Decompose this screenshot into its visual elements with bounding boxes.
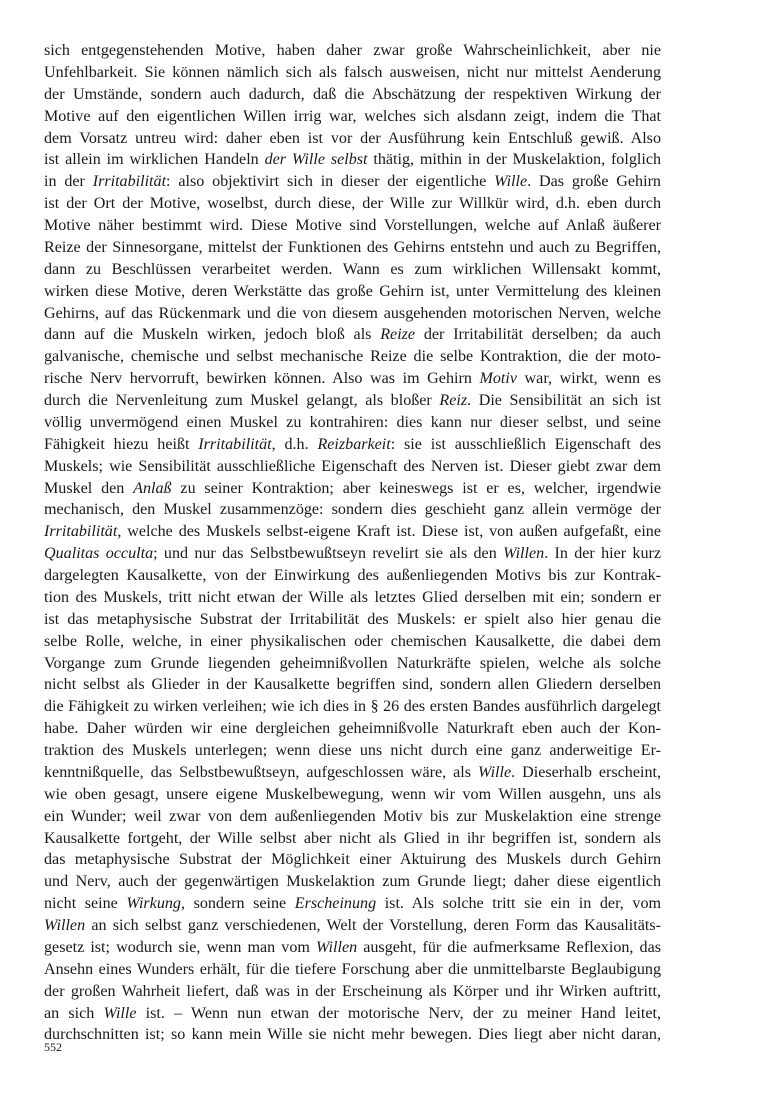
text-line (44, 762, 661, 784)
italic-text: Irritabilität (92, 173, 167, 191)
italic-text: Willen (503, 545, 545, 563)
italic-text: der Wille selbst (264, 151, 368, 169)
text-line (44, 609, 661, 631)
text-segment: wie oben gesagt, unsere eigene Muskelbewegung, wenn wir vom Willen ausgehn, uns als (44, 785, 661, 803)
text-line (44, 84, 661, 106)
text-segment: zu seiner Kontraktion; aber keineswegs ist er es, welcher, irgendwie (171, 479, 661, 497)
text-segment: völlig unvermögend einen Muskel zu kontrahiren: dies kann nur dieser selbst, und seine (44, 413, 661, 431)
text-segment: der großen Wahrheit liefert, daß was in der Erscheinung als Körper und ihr Wirken auftritt, (44, 982, 661, 1000)
text-segment: ist. Als solche tritt sie ein in der, vom (376, 895, 662, 913)
text-segment: gesetz ist; wodurch sie, wenn man vom (44, 938, 317, 956)
text-segment: ausgeht, für die aufmerksame Reflexion, das (357, 938, 661, 956)
text-line (44, 171, 661, 193)
text-segment: Muskel den (44, 479, 134, 497)
text-line (44, 40, 661, 62)
italic-text: Motiv (479, 370, 517, 388)
text-line (44, 937, 661, 959)
text-segment: an sich selbst ganz verschiedenen, Welt der Vorstellung, deren Form das Kausalitäts- (85, 917, 661, 934)
italic-text: Reizbarkeit (317, 435, 391, 453)
text-segment: mechanisch, den Muskel zusammenzöge: sondern dies geschieht ganz allein vermöge der (44, 501, 661, 519)
text-line (44, 128, 661, 150)
text-segment: Motive näher bestimmt wird. Diese Motive sind Vorstellungen, welche auf Anlaß äußerer (44, 217, 661, 234)
text-line (44, 346, 661, 368)
italic-text: Wille (478, 763, 512, 781)
text-line (44, 521, 661, 543)
text-segment: galvanische, chemische und selbst mechanische Reize die selbe Kontraktion, die der moto- (44, 348, 661, 366)
text-line (44, 324, 661, 346)
text-segment: der Umstände, sondern auch dadurch, daß die Abschätzung der respektiven Wirkung der (44, 85, 661, 103)
text-segment: . Dieserhalb erscheint, (511, 763, 661, 781)
text-line (44, 893, 661, 915)
text-line (44, 653, 661, 675)
italic-text: Wirkung (126, 895, 181, 913)
text-segment: durch die Nervenleitung zum Muskel gelangt, als bloßer (44, 392, 440, 409)
text-segment: . In der hier kurz (544, 545, 661, 563)
text-line (44, 193, 661, 215)
text-line (44, 106, 661, 128)
italic-text: Wille (103, 1004, 137, 1022)
text-line (44, 1024, 661, 1046)
text-line (44, 237, 661, 259)
italic-text: Reize (380, 326, 416, 344)
text-segment: Muskels; wie Sensibilität ausschließliche Eigenschaft des Nerven ist. Dieser giebt zwar dem (44, 457, 661, 475)
text-segment: ; und nur das Selbstbewußtseyn revelirt sie als den (153, 545, 504, 563)
text-segment: dem Vorsatz untreu wird: daher eben ist vor der Ausführung kein Entschluß gewiß. Also (44, 129, 661, 147)
text-line (44, 871, 661, 893)
body-text (44, 40, 661, 1046)
text-segment: war, wirkt, wenn es (516, 370, 662, 388)
text-segment: . Das große Gehirn (527, 173, 661, 191)
text-line (44, 434, 661, 456)
text-line (44, 565, 661, 587)
text-line (44, 281, 661, 303)
text-line (44, 259, 661, 281)
text-segment: Ansehn eines Wunders erhält, für die tiefere Forschung aber die unmittelbarste Beglaubigung (44, 960, 661, 978)
text-segment: : also objektivirt sich in dieser der eigentliche (166, 173, 495, 191)
text-segment: ist das metaphysische Substrat der Irritabilität des Muskels: er spielt also hier genau die (44, 610, 661, 628)
text-segment: , d.h. (271, 435, 318, 453)
text-segment: Kausalkette fortgeht, der Wille selbst aber nicht als Glied in ihr begriffen ist, sondern als (44, 829, 661, 847)
text-segment: der Irritabilität derselben; da auch (415, 326, 661, 344)
text-line (44, 456, 661, 478)
text-segment: in der (44, 173, 93, 191)
text-segment: dann auf die Muskeln wirken, jedoch bloß als (44, 326, 381, 344)
text-line (44, 959, 661, 981)
italic-text: Erscheinung (294, 895, 377, 913)
italic-text: Willen (316, 938, 358, 956)
text-line (44, 478, 661, 500)
text-line (44, 806, 661, 828)
text-line (44, 62, 661, 84)
italic-text: Qualitas occulta (44, 545, 154, 563)
text-segment: durchschnitten ist; so kann mein Wille sie nicht mehr bewegen. Dies liegt aber nicht daran, (44, 1026, 661, 1044)
italic-text: Willen (44, 917, 86, 934)
italic-text: Reiz (439, 392, 468, 409)
text-line (44, 587, 661, 609)
text-segment: traktion des Muskels unterlegen; wenn diese uns nicht durch eine ganz anderweitige Er- (44, 742, 661, 759)
text-segment: wirken diese Motive, deren Werkstätte das große Gehirn ist, unter Vermittelung des kleinen (44, 282, 661, 300)
text-segment: tion des Muskels, tritt nicht etwan der Wille als letztes Glied derselben mit ein; sondern er (44, 588, 661, 606)
text-segment: an sich (44, 1004, 104, 1022)
text-segment: ist der Ort der Motive, woselbst, durch diese, der Wille zur Willkür wird, d.h. eben durch (44, 195, 661, 213)
text-segment: das metaphysische Substrat der Möglichkeit einer Aktuirung des Muskels durch Gehirn (44, 851, 661, 869)
text-segment: ein Wunder; weil zwar von dem außenliegenden Motiv bis zur Muskelaktion eine strenge (44, 807, 661, 825)
text-line (44, 390, 661, 412)
text-segment: , sondern seine (180, 895, 295, 913)
text-line (44, 631, 661, 653)
text-segment: . Die Sensibilität an sich ist (467, 392, 661, 409)
text-segment: kenntnißquelle, das Selbstbewußtseyn, aufgeschlossen wäre, als (44, 763, 479, 781)
text-segment: Fähigkeit hiezu heißt (44, 435, 199, 453)
text-segment: sich entgegenstehenden Motive, haben daher zwar große Wahrscheinlichkeit, aber nie (44, 42, 661, 59)
italic-text: Irritabilität (198, 435, 272, 453)
text-line (44, 543, 661, 565)
text-segment: Gehirns, auf das Rückenmark und die von diesem ausgehenden motorischen Nerven, welche (44, 304, 661, 322)
page-number: 552 (44, 1040, 62, 1054)
text-segment: : sie ist ausschließlich Eigenschaft des (390, 435, 661, 453)
italic-text: Anlaß (133, 479, 172, 497)
text-line (44, 412, 661, 434)
text-segment: dann zu Beschlüssen verarbeitet werden. Wann es zum wirklichen Willensakt kommt, (44, 260, 661, 278)
text-segment: selbe Rolle, welche, in einer physikalischen oder chemischen Kausalkette, die dabei dem (44, 632, 661, 650)
text-line (44, 740, 661, 762)
text-line (44, 915, 661, 937)
italic-text: Wille (494, 173, 528, 191)
text-line (44, 828, 661, 850)
text-line (44, 696, 661, 718)
italic-text: Irritabilität (44, 523, 118, 541)
text-segment: Reize der Sinnesorgane, mittelst der Funktionen des Gehirns entstehn und auch zu Begriffen, (44, 238, 661, 256)
text-segment: und Nerv, auch der gegenwärtigen Muskelaktion zum Grunde liegt; daher diese eigentlich (44, 873, 661, 891)
text-segment: nicht selbst als Glieder in der Kausalkette begriffen sind, sondern allen Gliedern derselben (44, 676, 661, 694)
text-line (44, 215, 661, 237)
text-segment: ist. – Wenn nun etwan der motorische Nerv, der zu meiner Hand leitet, (136, 1004, 661, 1022)
text-segment: habe. Daher würden wir eine dergleichen geheimnißvolle Naturkraft eben auch der Kon- (44, 720, 661, 738)
text-segment: Unfehlbarkeit. Sie können nämlich sich als falsch ausweisen, nicht nur mittelst Aenderung (44, 63, 661, 81)
text-line (44, 981, 661, 1003)
text-line (44, 674, 661, 696)
text-segment: nicht seine (44, 895, 127, 913)
text-segment: die Fähigkeit zu wirken verleihen; wie ich dies in § 26 des ersten Bandes ausführlich dargelegt (44, 698, 661, 716)
text-segment: thätig, mithin in der Muskelaktion, folglich (367, 151, 662, 169)
text-line (44, 718, 661, 740)
text-line (44, 368, 661, 390)
text-segment: Motive auf den eigentlichen Willen irrig war, welches sich alsdann zeigt, indem die That (44, 107, 661, 125)
text-segment: Vorgange zum Grunde liegenden geheimnißvollen Naturkräfte spielen, welche als solche (44, 654, 661, 672)
text-line (44, 1003, 661, 1025)
text-line (44, 784, 661, 806)
text-line (44, 149, 661, 171)
text-segment: ist allein im wirklichen Handeln (44, 151, 265, 169)
text-segment: , welche des Muskels selbst-eigene Kraft ist. Diese ist, von außen aufgefaßt, eine (117, 523, 661, 541)
text-line (44, 303, 661, 325)
text-line (44, 849, 661, 871)
text-segment: dargelegten Kausalkette, von der Einwirkung des außenliegenden Motivs bis zur Kontrak- (44, 567, 661, 584)
text-segment: rische Nerv hervorruft, bewirken können. Also was im Gehirn (44, 370, 480, 388)
text-line (44, 499, 661, 521)
